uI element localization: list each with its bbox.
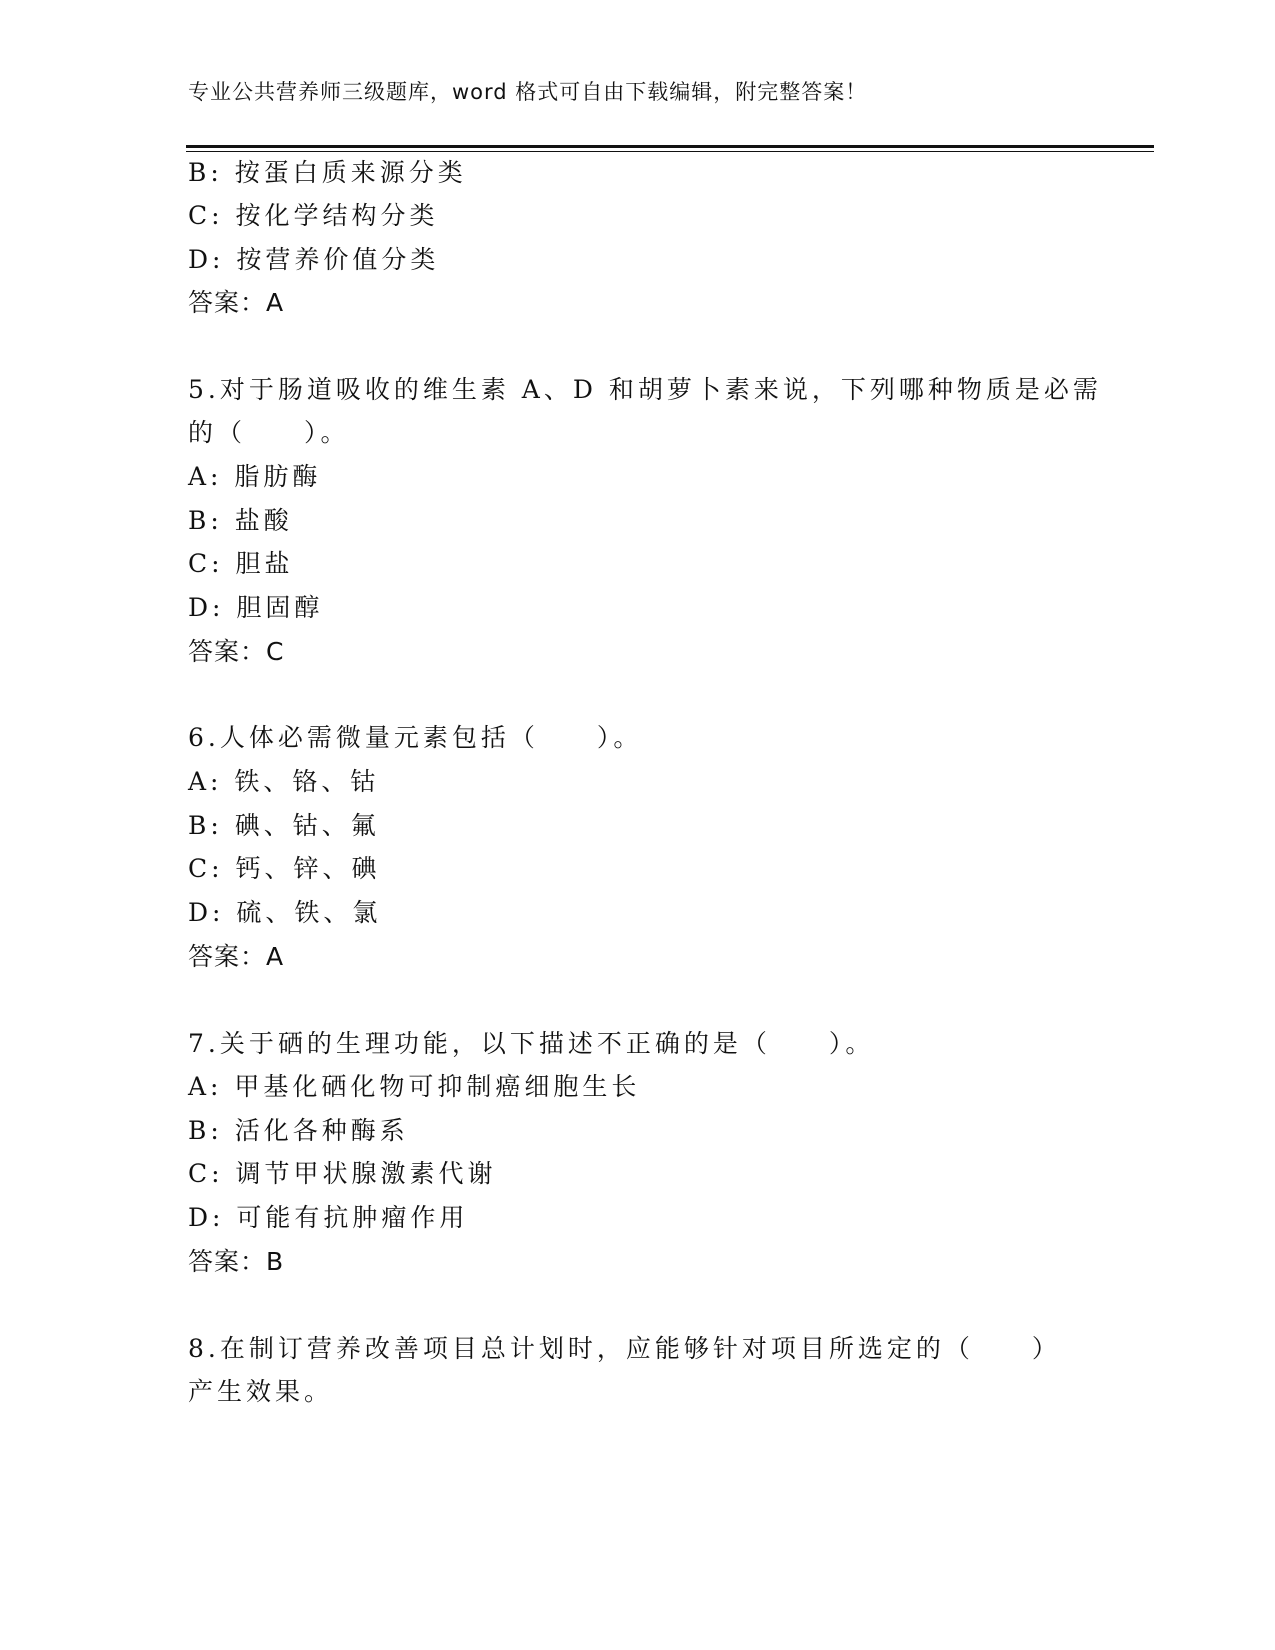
q4-option-c: C: 按化学结构分类 — [188, 201, 439, 230]
q6-option-a: A: 铁、铬、钴 — [188, 767, 380, 796]
q5-stem-line2: 的（ ）。 — [188, 418, 350, 447]
header-rule-thin — [186, 151, 1154, 152]
q5-option-a: A: 脂肪酶 — [188, 462, 322, 491]
q7-answer: 答案：B — [188, 1247, 285, 1276]
q5-option-d: D: 胆固醇 — [188, 593, 324, 622]
q7-stem: 7.关于硒的生理功能，以下描述不正确的是（ ）。 — [188, 1029, 875, 1058]
q5-option-c: C: 胆盐 — [188, 549, 294, 578]
q8-stem-line2: 产生效果。 — [188, 1377, 334, 1406]
q8-stem-line1: 8.在制订营养改善项目总计划时，应能够针对项目所选定的（ ） — [188, 1334, 1061, 1363]
q5-answer: 答案：C — [188, 637, 285, 666]
q6-answer: 答案：A — [188, 942, 285, 971]
q4-answer: 答案：A — [188, 288, 285, 317]
q7-option-d: D: 可能有抗肿瘤作用 — [188, 1203, 469, 1232]
q7-option-c: C: 调节甲状腺激素代谢 — [188, 1159, 497, 1188]
q5-option-b: B: 盐酸 — [188, 506, 293, 535]
q6-option-c: C: 钙、锌、碘 — [188, 854, 381, 883]
q7-option-a: A: 甲基化硒化物可抑制癌细胞生长 — [188, 1072, 641, 1101]
page-header: 专业公共营养师三级题库，word 格式可自由下载编辑，附完整答案！ — [188, 80, 868, 104]
q4-option-b: B: 按蛋白质来源分类 — [188, 158, 467, 187]
q6-option-b: B: 碘、钴、氟 — [188, 811, 380, 840]
q6-option-d: D: 硫、铁、氯 — [188, 898, 382, 927]
header-rule-thick — [186, 145, 1154, 148]
q6-stem: 6.人体必需微量元素包括（ ）。 — [188, 723, 643, 752]
q4-option-d: D: 按营养价值分类 — [188, 245, 440, 274]
q5-stem-line1: 5.对于肠道吸收的维生素 A、D 和胡萝卜素来说，下列哪种物质是必需 — [188, 375, 1102, 404]
q7-option-b: B: 活化各种酶系 — [188, 1116, 409, 1145]
